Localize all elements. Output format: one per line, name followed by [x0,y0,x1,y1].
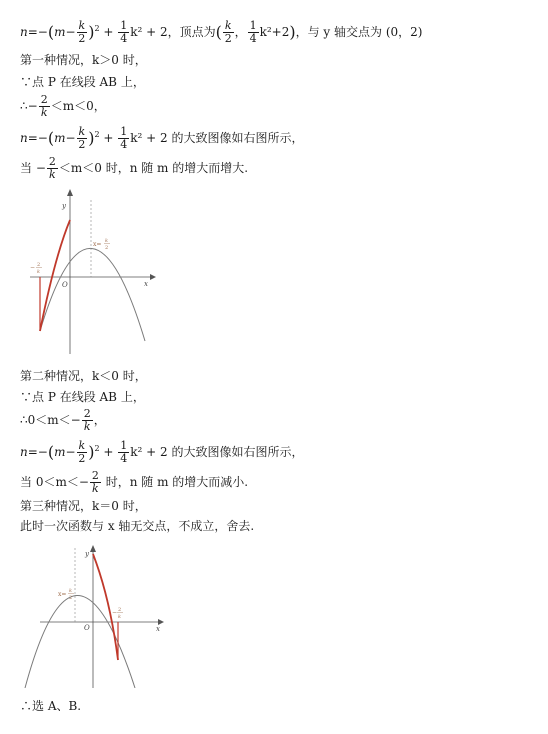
endpoint-label-k: k [37,269,41,275]
endpoint-label-2: 2 [118,607,122,613]
y-axis-arrow [67,189,73,196]
case1-graph-line: n=−(m− $\frac{k}{2}$ )$^2$ + $\frac{1}{4}$ k² + 2 的大致图像如右图所示， [20,125,304,151]
endpoint-label-k: k [118,614,122,620]
symmetry-label-k: k [105,238,109,244]
answer-line: ∴选 A、B. [20,699,82,713]
intro-line: n=−(m− $\frac{k}{2}$ )$^2$ + $\frac{1}{4}$ k² + 2，顶点为( $\frac{k}{2}$ ， $\frac{1}{4}$ k²+2)，与 y 轴交点为 (0，2) [20,19,423,45]
case2-title: 第二种情况，k＜0 时， [20,369,147,383]
case1-p-on-ab: ∵点 P 在线段 AB 上， [20,75,145,89]
symmetry-label: x= [93,241,102,248]
case3-note: 此时一次函数与 x 轴无交点，不成立，舍去. [20,519,255,533]
y-axis-label: y [85,550,89,558]
x-axis-label: x [144,280,148,288]
case2-graph-line: n=−(m− $\frac{k}{2}$ )$^2$ + $\frac{1}{4}$ k² + 2 的大致图像如右图所示， [20,439,304,465]
y-axis-label: y [62,202,66,210]
symmetry-label-k: k [69,588,73,594]
increasing-segment [40,220,70,331]
endpoint-label-neg: − [30,264,36,271]
figure-case1 [25,186,160,356]
y-axis-arrow [90,545,96,552]
x-axis-label: x [156,625,160,633]
figure-case2 [20,538,170,688]
case2-conclusion: 当 0＜m＜− $\frac{2}{k}$ 时，n 随 m 的增大而减小. [20,469,249,495]
case3-title: 第三种情况，k＝0 时， [20,499,147,513]
symmetry-label-2: 2 [69,595,73,601]
case1-conclusion: 当 − $\frac{2}{k}$ ＜m＜0 时，n 随 m 的增大而增大. [20,155,249,181]
endpoint-label-2: 2 [37,262,41,268]
case2-range: ∴0＜m＜− $\frac{2}{k}$ ， [20,407,106,433]
endpoint-label-neg: − [112,609,118,616]
case1-range: ∴− $\frac{2}{k}$ ＜m＜0， [20,93,106,119]
case1-title: 第一种情况，k＞0 时， [20,53,147,67]
symmetry-label-2: 2 [105,245,109,251]
x-axis-arrow [150,274,156,280]
origin-label: O [62,281,68,289]
symmetry-label: x= [58,591,67,598]
origin-label: O [84,624,90,632]
case2-p-on-ab: ∵点 P 在线段 AB 上， [20,390,145,404]
